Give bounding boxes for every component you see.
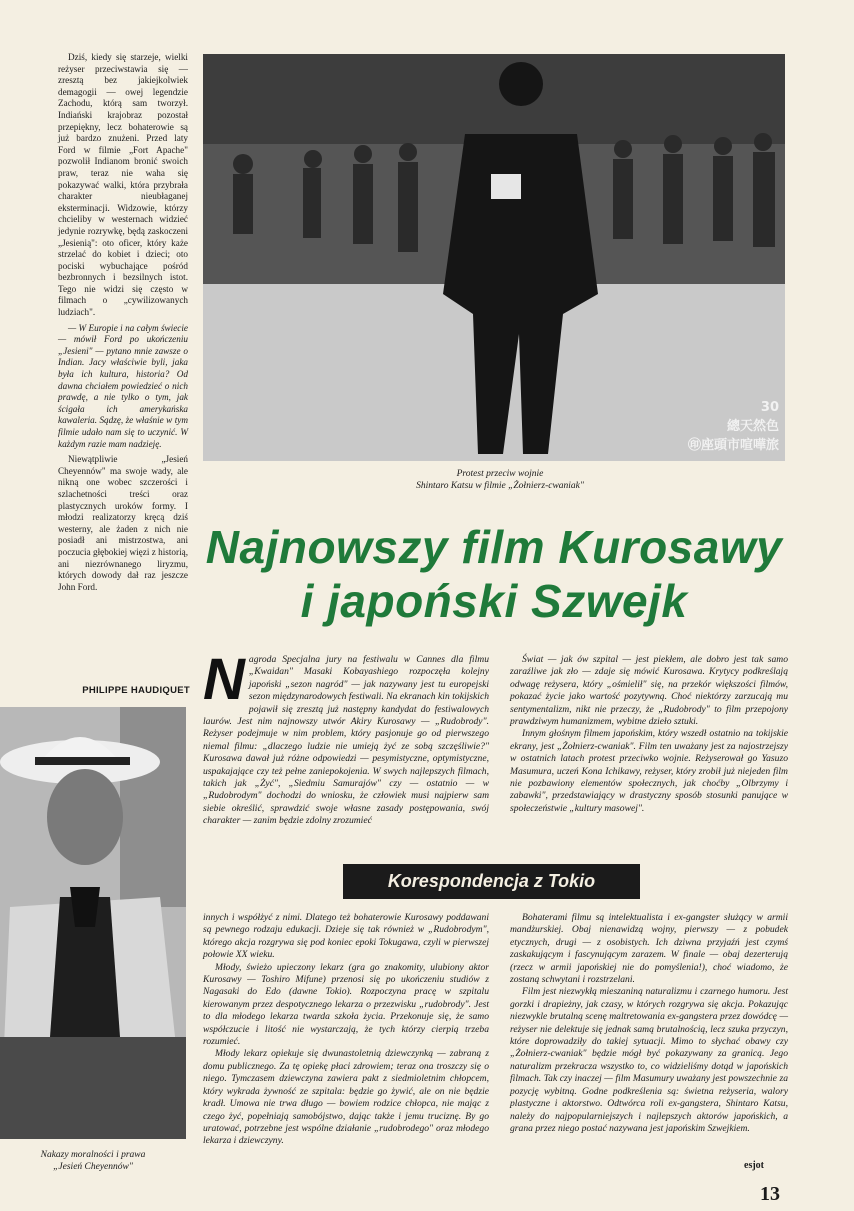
left-article-author: PHILIPPE HAUDIQUET [82, 685, 190, 696]
stamp-line: 總天然色 [726, 419, 779, 434]
article-paragraph: Film jest niezwykłą mieszaniną naturalizmu i czarnego humoru. Jest gorzki i drapieżny, jak czasy, w których rozgrywa się akcja. Pokazując niezwykle brutalną scenę maltretowania ex-gangstera przez dowódcę — reżyser nie delektuje się jednak samą brutalnością, lecz szuka przyczyn, które doprowadziły do takiej sytuacji. Mimo to słychać obawy czy „Żołnierz-cwaniak" będzie mógł być pokazywany za granicą. Jego naturalizm przekracza wszystko to, co widzieliśmy dotąd w japońskich filmach. Tak czy inaczej — film Masumury uważany jest powszechnie za pozycję wybitną. Godne podkreślenia są: świetna reżyseria, walory plastyczne i aktorstwo. Odtwórca roli ex-gangstera, Shintaro Katsu, należy do najpopularniejszych i najlepszych aktorów japońskich, a grana przez niego postać nazywana jest japońskim Szwejkiem. [510, 986, 788, 1134]
caption-line: Shintaro Katsu w filmie „Żołnierz-cwaniak" [416, 481, 584, 491]
stamp-line: ㊞座頭市喧嘩旅 [687, 438, 779, 453]
left-paragraph: Dziś, kiedy się starzeje, wielki reżyser przeciwstawia się — zresztą bez jakiejkolwiek demagogii — owej legendzie Zachodu, którą sam tworzył. Indiański krajobraz pozostał przepiękny, lecz bohaterowie są już bardzo znużeni. Przed laty Ford w filmie „Fort Apache" pozwolił Indianom bronić swoich praw, teraz nie waha się pokazywać walki, która przybrała charakter nieubłaganej eksterminacji. Widzowie, którzy chcieliby w westernach widzieć jedynie rozrywkę, będą zaskoczeni „Jesienią": oto oficer, który każe strzelać do kobiet i dzieci; oto pociski wybuchające pośród bezbronnych i bezsilnych istot. Tego nie widzi się często w filmach o „cywilizowanych ludziach". [58, 52, 188, 318]
headline-line: i japoński Szwejk [300, 575, 688, 627]
stamp-number: 30 [760, 400, 779, 415]
article-paragraph: Bohaterami filmu są intelektualista i ex-gangster służący w armii mandżurskiej. Obaj nienawidzą wojny, pierwszy — z pobudek etycznych, drugi — z osobistych. Ich dziwna przyjaźń jest czymś zaskakującym i fascynującym zarazem. W finale — obaj dezerterują (rzecz w armii japońskiej nie do pomyślenia!), choć wiadomo, że zostaną schwytani i rozstrzelani. [510, 912, 788, 986]
western-photo-caption [0, 1149, 186, 1173]
article-headline [203, 520, 785, 628]
section-banner: Korespondencja z Tokio [343, 864, 640, 899]
main-photo-caption [300, 468, 700, 492]
western-photo-illustration [0, 707, 186, 1139]
article-paragraph: Innym głośnym filmem japońskim, który wszedł ostatnio na tokijskie ekrany, jest „Żołnierz-cwaniak". Film ten uważany jest za najostrzejszy w ostatnich latach protest przeciwko wojnie. Reżyserował go Yasuzo Masumura, uczeń Kona Ichikawy, reżyser, który zrobił już niejeden film nie pozbawiony elementów społecznych, jak choćby „Olbrzymy i zabawki", przedstawiający w drastyczny sposób stosunki panujące w społeczeństwie „kultury masowej". [510, 728, 788, 814]
article-lead-paragraph: agroda Specjalna jury na festiwalu w Cannes dla filmu „Kwaidan" Masaki Kobayashiego rozpoczęła kolejny japoński „sezon nagród" — jak nazywany jest tu europejski sezon międzynarodowych festiwali. Na ekranach kin tokijskich pojawił się zresztą już następny kandydat do festiwalowych laurów. Jest nim najnowszy utwór Akiry Kurosawy — „Rudobrody". Reżyser podejmuje w nim problem, który pasjonuje go od pierwszego niemal filmu: „dlaczego ludzie nie umieją żyć ze sobą szczęśliwie?" Kurosawa dawał już różne odpowiedzi — pesymistyczne, optymistyczne, uspakajające czy też pełne zaniepokojenia. W swych najlepszych filmach, takich jak „Żyć", „Siedmiu Samurajów" czy — ostatnio — w „Rudobrodym" dochodzi do wniosku, że człowiek musi najpierw sam siebie określić, sprawdzić swoje własne zasady postępowania, swój charakter — zanim będzie zdolny zrozumieć [203, 654, 489, 827]
left-paragraph-quote: — W Europie i na całym świecie — mówił Ford po ukończeniu „Jesieni" — pytano mnie zawsze o Indian. Jacy właściwie byli, jaka była ich kultura, historia? Od dawna chciałem powiedzieć o nich prawdę, a nie tylko o tym, jak ścigała ich amerykańska kawaleria. Sądzę, że właśnie w tym filmie udało nam się to uczynić. W każdym razie mam nadzieję. [58, 322, 188, 449]
headline-line: Najnowszy film Kurosawy [205, 521, 783, 573]
article-paragraph: Młody lekarz opiekuje się dwunastoletnią dziewczynką — zabraną z domu publicznego. Za tę opiekę płaci zdrowiem; teraz ona troszczy się o niego. Tymczasem dziewczyna zawiera pakt z siedmioletnim chłopcem, który wykrada żywność ze szpitala: będzie go żywić, ale on nie będzie kradł. Umowa nie trwa długo — bowiem rodzice chłopca, nie mając z czego żyć, popełniają samobójstwo, dając także i jemu truciznę. By go uratować, potrzebne jest wspólne działanie „rudobrodego" oraz młodego lekarza i dziewczyny. [203, 1048, 489, 1147]
article-column-d [510, 912, 788, 1135]
article-paragraph: innych i współżyć z nimi. Dlatego też bohaterowie Kurosawy poddawani są pewnego rodzaju edukacji. Dzieje się tak również w „Rudobrodym", którego akcja rozgrywa się pod koniec epoki Tokugawa, czyli w pierwszej połowie XX wieku. [203, 912, 489, 961]
page-number: 13 [760, 1183, 780, 1205]
caption-line: Nakazy moralności i prawa [40, 1150, 146, 1160]
film-title-stamp [688, 400, 779, 453]
caption-line: Protest przeciw wojnie [456, 469, 544, 479]
article-signature: esjot [744, 1160, 764, 1171]
article-column-a [203, 647, 489, 828]
article-paragraph: Młody, świeżo upieczony lekarz (gra go znakomity, ulubiony aktor Kurosawy — Toshiro Mifune) przenosi się po ukończeniu studiów z Nagasaki do Edo (dawne Tokio). Rozpoczyna pracę w szpitalu kierowanym przez despotycznego lekarza o przezwisku „rudobrody". Jest to dla młodego lekarza twarda szkoła życia. Przekonuje się, że samo współczucie i litość nie wystarczają, że tych którzy cierpią trzeba rozumieć. [203, 961, 489, 1048]
western-photo [0, 707, 186, 1139]
article-paragraph: Świat — jak ów szpital — jest piekłem, ale dobro jest tak samo zaraźliwe jak zło — zdaje się mówić Kurosawa. Krytycy podkreślają odwagę reżysera, który „ośmielił" się, na przekór większości filmów, pokazać życie jako wartość pozytywną. Choć niektórzy zarzucają mu sentymentalizm, nikt nie przeczy, że „Rudobrody" to film przepojony prawdziwym humanizmem, wybitne dzieło sztuki. [510, 654, 788, 728]
caption-line: „Jesień Cheyennów" [53, 1162, 133, 1172]
main-photo [203, 54, 785, 461]
article-column-b [510, 654, 788, 815]
article-column-c [203, 912, 489, 1148]
left-paragraph: Niewątpliwie „Jesień Cheyennów" ma swoje wady, ale nikną one wobec szczerości i szlachetności treści oraz plastycznych uroków formy. I młodzi realizatorzy kręcą dziś westerny, ale żaden z nich nie posiadł ani mistrzostwa, ani poczucia głębokiej więzi z historią, ani niezrównanego liryzmu, których dowody dał raz jeszcze John Ford. [58, 454, 188, 592]
left-column-text [58, 52, 188, 597]
drop-cap: N [203, 647, 245, 712]
